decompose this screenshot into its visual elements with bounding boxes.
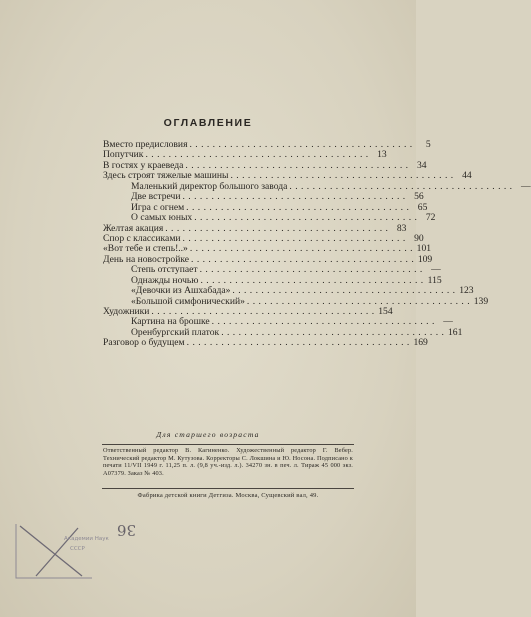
toc-entry-page: 139 (473, 295, 489, 307)
table-of-contents (103, 139, 531, 349)
imprint-text: Ответственный редактор В. Кагиненко. Художественный редактор Г. Вебер. Технический редактор М. Кутузова. Корректоры С. Локшина и Ю. Носона. Подписано к печати 11/VII 1949 г. 11,25 п. л. (9,8 уч.-изд. л.). 34270 зн. в печ. л. Тираж 45 000 экз. А07379. Заказ № 403. (103, 447, 353, 477)
library-stamp (14, 522, 109, 580)
toc-entry-page: 56 (414, 191, 424, 203)
toc-entry-title: Спор с классиками (103, 232, 181, 244)
toc-entry-title: «Девочки из Ашхабада» (131, 285, 231, 297)
dot-leader (185, 338, 412, 348)
toc-entry-page: 115 (427, 274, 442, 286)
stamp-line-1: Академии Наук (64, 536, 109, 542)
toc-entry-page: 169 (413, 337, 428, 349)
toc-entry-title: Желтая акация (103, 222, 164, 234)
toc-entry-page: 72 (425, 212, 436, 224)
imprint-top-rule (102, 444, 354, 445)
toc-entry-page: — (431, 264, 441, 276)
toc-entry-page: 83 (396, 222, 407, 234)
toc-entry-title: «Вот тебе и степь!..» (103, 243, 188, 255)
toc-entry-title: В гостях у краеведа (103, 159, 184, 171)
printer-info: Фабрика детской книги Детгиза. Москва, Сущевский вал, 49. (137, 492, 319, 499)
toc-entry-page: 101 (416, 243, 432, 255)
toc-entry-page: — (520, 180, 531, 192)
toc-entry-title: Оренбургский платок (131, 326, 220, 338)
toc-entry-title: О самых юных (131, 212, 193, 224)
toc-entry-page: 44 (462, 170, 472, 182)
toc-entry (103, 337, 428, 349)
dot-leader (192, 213, 419, 223)
dot-leader (230, 286, 457, 296)
toc-entry-title: Игра с огнем (131, 201, 185, 213)
handwritten-note: 36 (117, 521, 137, 539)
toc-entry-page: 13 (377, 149, 387, 161)
imprint-bottom-rule (102, 488, 354, 489)
toc-entry-page: 5 (425, 139, 431, 150)
toc-entry-title: Вместо предисловия (103, 139, 188, 150)
toc-entry-title: Художники (103, 306, 150, 317)
toc-entry-title: Попутчик (103, 149, 144, 161)
toc-entry-page: 90 (414, 232, 424, 244)
stamp-line-2: СССР (70, 546, 85, 552)
toc-entry-title: Картина на брошке (131, 316, 210, 328)
toc-entry-page: 34 (416, 159, 427, 171)
toc-entry-title: Разговор о будущем (103, 337, 185, 349)
toc-entry-page: 154 (378, 306, 393, 317)
toc-entry-page: 123 (459, 285, 474, 297)
toc-entry (103, 285, 474, 297)
toc-entry-page: 109 (417, 253, 433, 265)
toc-title: ОГЛАВЛЕНИЕ (163, 117, 253, 129)
toc-entry-page: — (443, 316, 453, 328)
toc-entry-title: Две встречи (131, 191, 181, 203)
toc-entry-title: Маленький директор большого завода (131, 180, 288, 192)
toc-entry-title: Степь отступает (131, 264, 198, 276)
toc-entry-title: День на новостройке (103, 253, 190, 265)
toc-entry-title: Однажды ночью (131, 274, 199, 286)
toc-entry-title: «Большой симфонический» (131, 295, 245, 307)
toc-entry-page: 161 (448, 326, 463, 338)
toc-entry-title: Здесь строят тяжелые машины (103, 170, 229, 182)
toc-entry (103, 212, 436, 224)
age-note: Для старшего возраста (156, 430, 260, 439)
toc-entry-page: 65 (417, 201, 428, 213)
